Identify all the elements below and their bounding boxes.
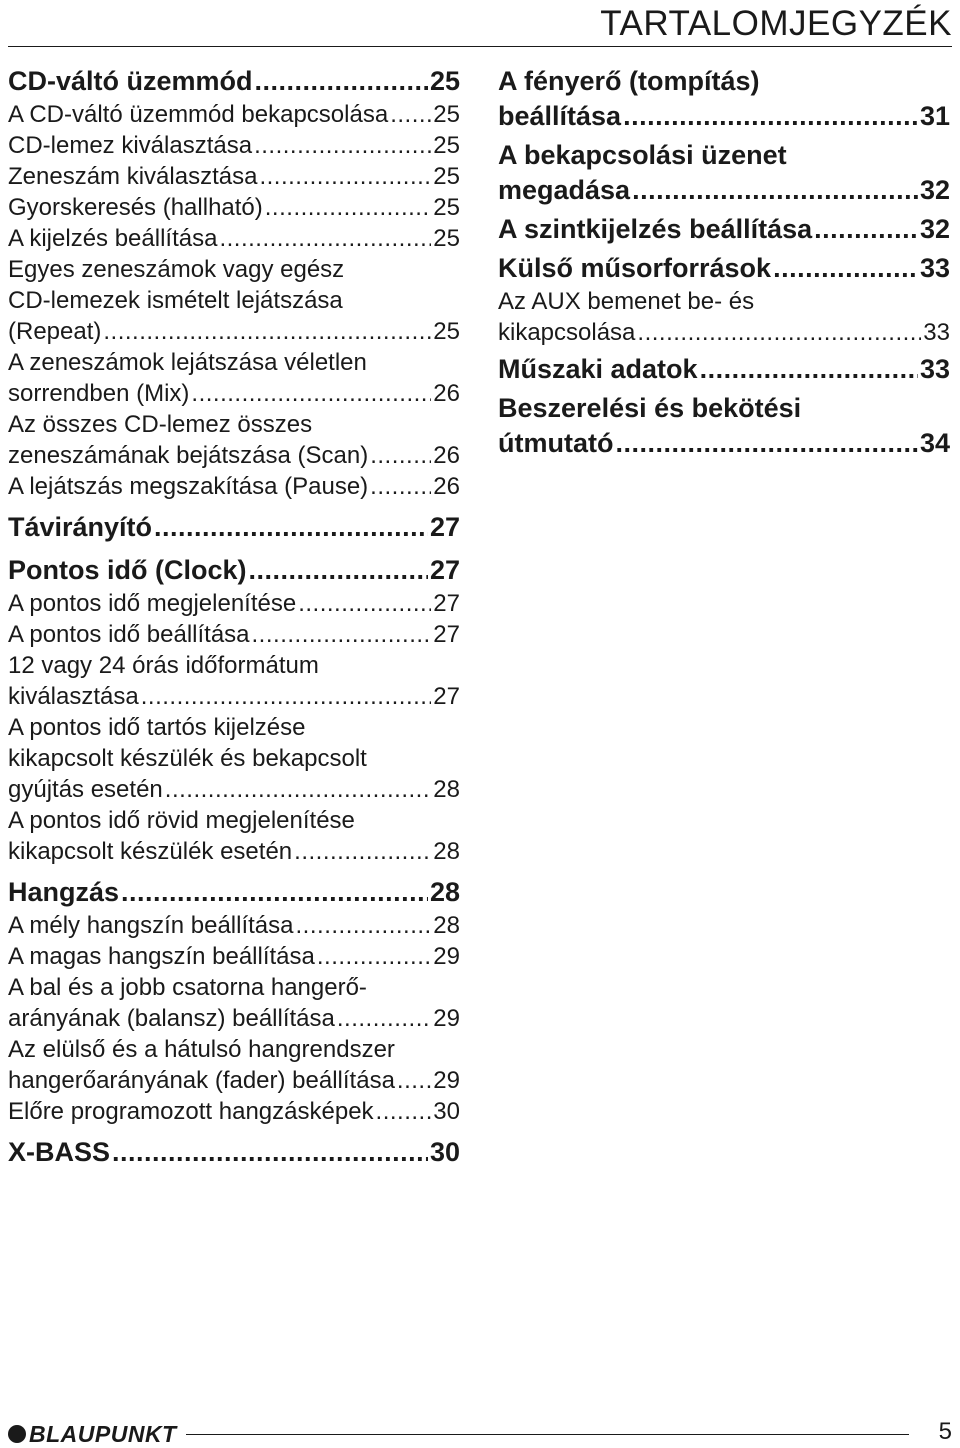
- toc-section-entry: [498, 64, 950, 134]
- toc-entry-line: [498, 317, 950, 348]
- toc-entry-line: [8, 774, 460, 805]
- toc-entry-text: 12 vagy 24 órás időformátum: [8, 652, 319, 679]
- toc-entry-text: A bal és a jobb csatorna hangerő-: [8, 974, 367, 1001]
- toc-entry-text: Az elülső és a hátulsó hangrendszer: [8, 1036, 395, 1063]
- toc-entry-line: [8, 64, 460, 99]
- toc-page-number: 26: [433, 380, 460, 407]
- toc-subsection-entry: [8, 161, 460, 192]
- dot-leader: [370, 471, 431, 502]
- dot-leader: [259, 161, 431, 192]
- toc-entry-text: CD-lemezek ismételt lejátszása: [8, 287, 343, 314]
- toc-entry-text: Egyes zeneszámok vagy egész: [8, 256, 345, 283]
- toc-entry-line: [498, 138, 950, 173]
- toc-page-number: 33: [919, 354, 950, 384]
- toc-page-number: 28: [433, 838, 460, 865]
- toc-entry-line: [498, 64, 950, 99]
- toc-subsection-entry: [8, 1096, 460, 1127]
- toc-entry-line: [8, 972, 460, 1003]
- toc-entry-text: Gyorskeresés (hallható): [8, 194, 263, 221]
- toc-entry-text: X-BASS: [8, 1137, 111, 1167]
- header-divider: [8, 46, 952, 47]
- toc-section-entry: [498, 391, 950, 461]
- toc-subsection-entry: [8, 130, 460, 161]
- toc-entry-line: [498, 212, 950, 247]
- toc-entry-line: [8, 875, 460, 910]
- dot-leader: [112, 1135, 428, 1170]
- toc-entry-line: [8, 1135, 460, 1170]
- toc-entry-text: sorrendben (Mix): [8, 380, 190, 407]
- toc-subsection-entry: [8, 619, 460, 650]
- toc-entry-line: [8, 619, 460, 650]
- toc-page-number: 25: [433, 101, 460, 128]
- toc-entry-text: Zeneszám kiválasztása: [8, 163, 258, 190]
- toc-page-number: 27: [429, 512, 460, 542]
- toc-entry-line: [8, 836, 460, 867]
- toc-entry-line: [8, 681, 460, 712]
- toc-entry-line: [8, 743, 460, 774]
- toc-entry-line: [498, 286, 950, 317]
- toc-entry-text: A pontos idő beállítása: [8, 621, 250, 648]
- dot-leader: [773, 251, 918, 286]
- dot-leader: [249, 553, 428, 588]
- toc-entry-line: [498, 391, 950, 426]
- toc-entry-text: Külső műsorforrások: [498, 253, 772, 283]
- toc-section-entry: [8, 510, 460, 545]
- toc-entry-text: (Repeat): [8, 318, 102, 345]
- toc-page-number: 25: [429, 66, 460, 96]
- toc-subsection-entry: [8, 254, 460, 347]
- dot-leader: [294, 836, 431, 867]
- dot-leader: [337, 1003, 431, 1034]
- toc-entry-text: A mély hangszín beállítása: [8, 912, 294, 939]
- dot-leader: [370, 440, 431, 471]
- toc-entry-text: beállítása: [498, 101, 622, 131]
- toc-entry-line: [8, 1003, 460, 1034]
- toc-page-number: 29: [433, 1067, 460, 1094]
- dot-leader: [121, 875, 428, 910]
- toc-entry-line: [8, 409, 460, 440]
- toc-page-number: 25: [433, 132, 460, 159]
- toc-entry-line: [8, 378, 460, 409]
- toc-subsection-entry: [8, 1034, 460, 1096]
- toc-entry-text: Műszaki adatok: [498, 354, 698, 384]
- toc-entry-text: A CD-váltó üzemmód bekapcsolása: [8, 101, 389, 128]
- toc-entry-line: [8, 254, 460, 285]
- toc-entry-line: [8, 285, 460, 316]
- dot-leader: [615, 426, 917, 461]
- page-number: 5: [938, 1418, 952, 1445]
- footer-divider: [186, 1434, 909, 1435]
- toc-entry-line: [8, 192, 460, 223]
- toc-page-number: 27: [433, 621, 460, 648]
- toc-entry-text: A magas hangszín beállítása: [8, 943, 315, 970]
- toc-entry-line: [8, 99, 460, 130]
- toc-subsection-entry: [8, 941, 460, 972]
- toc-entry-line: [498, 173, 950, 208]
- toc-entry-text: kikapcsolt készülék esetén: [8, 838, 293, 865]
- toc-entry-text: A pontos idő megjelenítése: [8, 590, 297, 617]
- dot-leader: [298, 588, 431, 619]
- brand-logo-dot-icon: [8, 1425, 26, 1443]
- toc-page-number: 30: [429, 1137, 460, 1167]
- dot-leader: [390, 99, 431, 130]
- toc-entry-text: A fényerő (tompítás): [498, 66, 760, 96]
- toc-entry-line: [8, 805, 460, 836]
- toc-entry-text: A pontos idő tartós kijelzése: [8, 714, 306, 741]
- dot-leader: [317, 941, 431, 972]
- dot-leader: [219, 223, 431, 254]
- dot-leader: [637, 317, 921, 348]
- toc-left-column: [8, 64, 460, 1170]
- toc-entry-text: kikapcsolása: [498, 319, 636, 346]
- toc-page-number: 25: [433, 225, 460, 252]
- toc-entry-line: [8, 1034, 460, 1065]
- toc-page-number: 25: [433, 194, 460, 221]
- toc-subsection-entry: [8, 650, 460, 712]
- toc-subsection-entry: [8, 588, 460, 619]
- toc-entry-line: [8, 588, 460, 619]
- toc-subsection-entry: [8, 910, 460, 941]
- toc-entry-line: [8, 223, 460, 254]
- toc-subsection-entry: [8, 192, 460, 223]
- toc-subsection-entry: [8, 223, 460, 254]
- toc-entry-line: [498, 99, 950, 134]
- toc-section-entry: [8, 875, 460, 910]
- toc-page-number: 25: [433, 318, 460, 345]
- dot-leader: [700, 352, 918, 387]
- toc-entry-text: Az AUX bemenet be- és: [498, 288, 755, 315]
- toc-entry-text: Az összes CD-lemez összes: [8, 411, 313, 438]
- toc-section-entry: [8, 553, 460, 588]
- toc-entry-line: [8, 553, 460, 588]
- brand-logo: [8, 1420, 177, 1448]
- toc-entry-line: [8, 130, 460, 161]
- dot-leader: [397, 1065, 431, 1096]
- toc-entry-text: A szintkijelzés beállítása: [498, 214, 813, 244]
- dot-leader: [814, 212, 918, 247]
- toc-entry-line: [498, 426, 950, 461]
- toc-entry-text: A pontos idő rövid megjelenítése: [8, 807, 355, 834]
- toc-page-number: 28: [433, 776, 460, 803]
- dot-leader: [191, 378, 431, 409]
- toc-subsection-entry: [8, 99, 460, 130]
- toc-page-number: 34: [919, 428, 950, 458]
- toc-entry-line: [8, 316, 460, 347]
- toc-page-number: 27: [433, 683, 460, 710]
- dot-leader: [376, 1096, 432, 1127]
- toc-subsection-entry: [8, 409, 460, 471]
- toc-subsection-entry: [8, 805, 460, 867]
- toc-entry-line: [8, 712, 460, 743]
- toc-section-entry: [498, 251, 950, 286]
- toc-page-number: 31: [919, 101, 950, 131]
- toc-page-number: 29: [433, 943, 460, 970]
- toc-entry-text: megadása: [498, 175, 631, 205]
- toc-page-number: 28: [429, 877, 460, 907]
- toc-page-number: 33: [919, 253, 950, 283]
- toc-entry-line: [8, 510, 460, 545]
- toc-subsection-entry: [8, 972, 460, 1034]
- toc-entry-line: [8, 650, 460, 681]
- toc-entry-text: hangerőarányának (fader) beállítása: [8, 1067, 395, 1094]
- toc-subsection-entry: [498, 286, 950, 348]
- toc-section-entry: [498, 138, 950, 208]
- toc-page-number: 27: [429, 555, 460, 585]
- toc-entry-line: [498, 352, 950, 387]
- dot-leader: [623, 99, 918, 134]
- toc-page-number: 26: [433, 442, 460, 469]
- dot-leader: [252, 619, 432, 650]
- page-title: TARTALOMJEGYZÉK: [600, 4, 952, 43]
- toc-entry-line: [8, 440, 460, 471]
- toc-entry-text: A zeneszámok lejátszása véletlen: [8, 349, 367, 376]
- dot-leader: [103, 316, 431, 347]
- dot-leader: [255, 64, 428, 99]
- toc-entry-text: CD-váltó üzemmód: [8, 66, 253, 96]
- toc-page-number: 33: [923, 319, 950, 346]
- toc-entry-text: arányának (balansz) beállítása: [8, 1005, 335, 1032]
- toc-page-number: 32: [919, 175, 950, 205]
- toc-subsection-entry: [8, 471, 460, 502]
- toc-entry-line: [8, 1065, 460, 1096]
- toc-entry-line: [8, 941, 460, 972]
- dot-leader: [265, 192, 432, 223]
- toc-page-number: 26: [433, 473, 460, 500]
- dot-leader: [154, 510, 428, 545]
- toc-entry-text: Távirányító: [8, 512, 153, 542]
- toc-page-number: 30: [433, 1098, 460, 1125]
- dot-leader: [632, 173, 918, 208]
- dot-leader: [254, 130, 431, 161]
- toc-entry-text: Pontos idő (Clock): [8, 555, 247, 585]
- toc-entry-text: útmutató: [498, 428, 614, 458]
- toc-page-number: 29: [433, 1005, 460, 1032]
- toc-entry-line: [8, 471, 460, 502]
- toc-page-number: 25: [433, 163, 460, 190]
- brand-logo-text: BLAUPUNKT: [29, 1420, 177, 1447]
- toc-entry-text: A bekapcsolási üzenet: [498, 140, 787, 170]
- toc-entry-text: A lejátszás megszakítása (Pause): [8, 473, 369, 500]
- toc-entry-line: [8, 347, 460, 378]
- toc-page-number: 28: [433, 912, 460, 939]
- toc-subsection-entry: [8, 347, 460, 409]
- toc-entry-text: CD-lemez kiválasztása: [8, 132, 253, 159]
- toc-page-number: 27: [433, 590, 460, 617]
- toc-right-column: [498, 64, 950, 461]
- toc-entry-line: [8, 161, 460, 192]
- toc-entry-text: gyújtás esetén: [8, 776, 163, 803]
- toc-section-entry: [8, 64, 460, 99]
- toc-entry-line: [498, 251, 950, 286]
- toc-subsection-entry: [8, 712, 460, 805]
- toc-entry-text: kikapcsolt készülék és bekapcsolt: [8, 745, 367, 772]
- dot-leader: [165, 774, 432, 805]
- toc-section-entry: [8, 1135, 460, 1170]
- dot-leader: [141, 681, 432, 712]
- toc-entry-text: Beszerelési és bekötési: [498, 393, 802, 423]
- toc-entry-line: [8, 1096, 460, 1127]
- toc-entry-text: kiválasztása: [8, 683, 139, 710]
- toc-entry-text: zeneszámának bejátszása (Scan): [8, 442, 369, 469]
- toc-section-entry: [498, 352, 950, 387]
- toc-section-entry: [498, 212, 950, 247]
- toc-entry-line: [8, 910, 460, 941]
- toc-entry-text: A kijelzés beállítása: [8, 225, 218, 252]
- toc-entry-text: Hangzás: [8, 877, 120, 907]
- toc-page-number: 32: [919, 214, 950, 244]
- dot-leader: [296, 910, 432, 941]
- toc-entry-text: Előre programozott hangzásképek: [8, 1098, 374, 1125]
